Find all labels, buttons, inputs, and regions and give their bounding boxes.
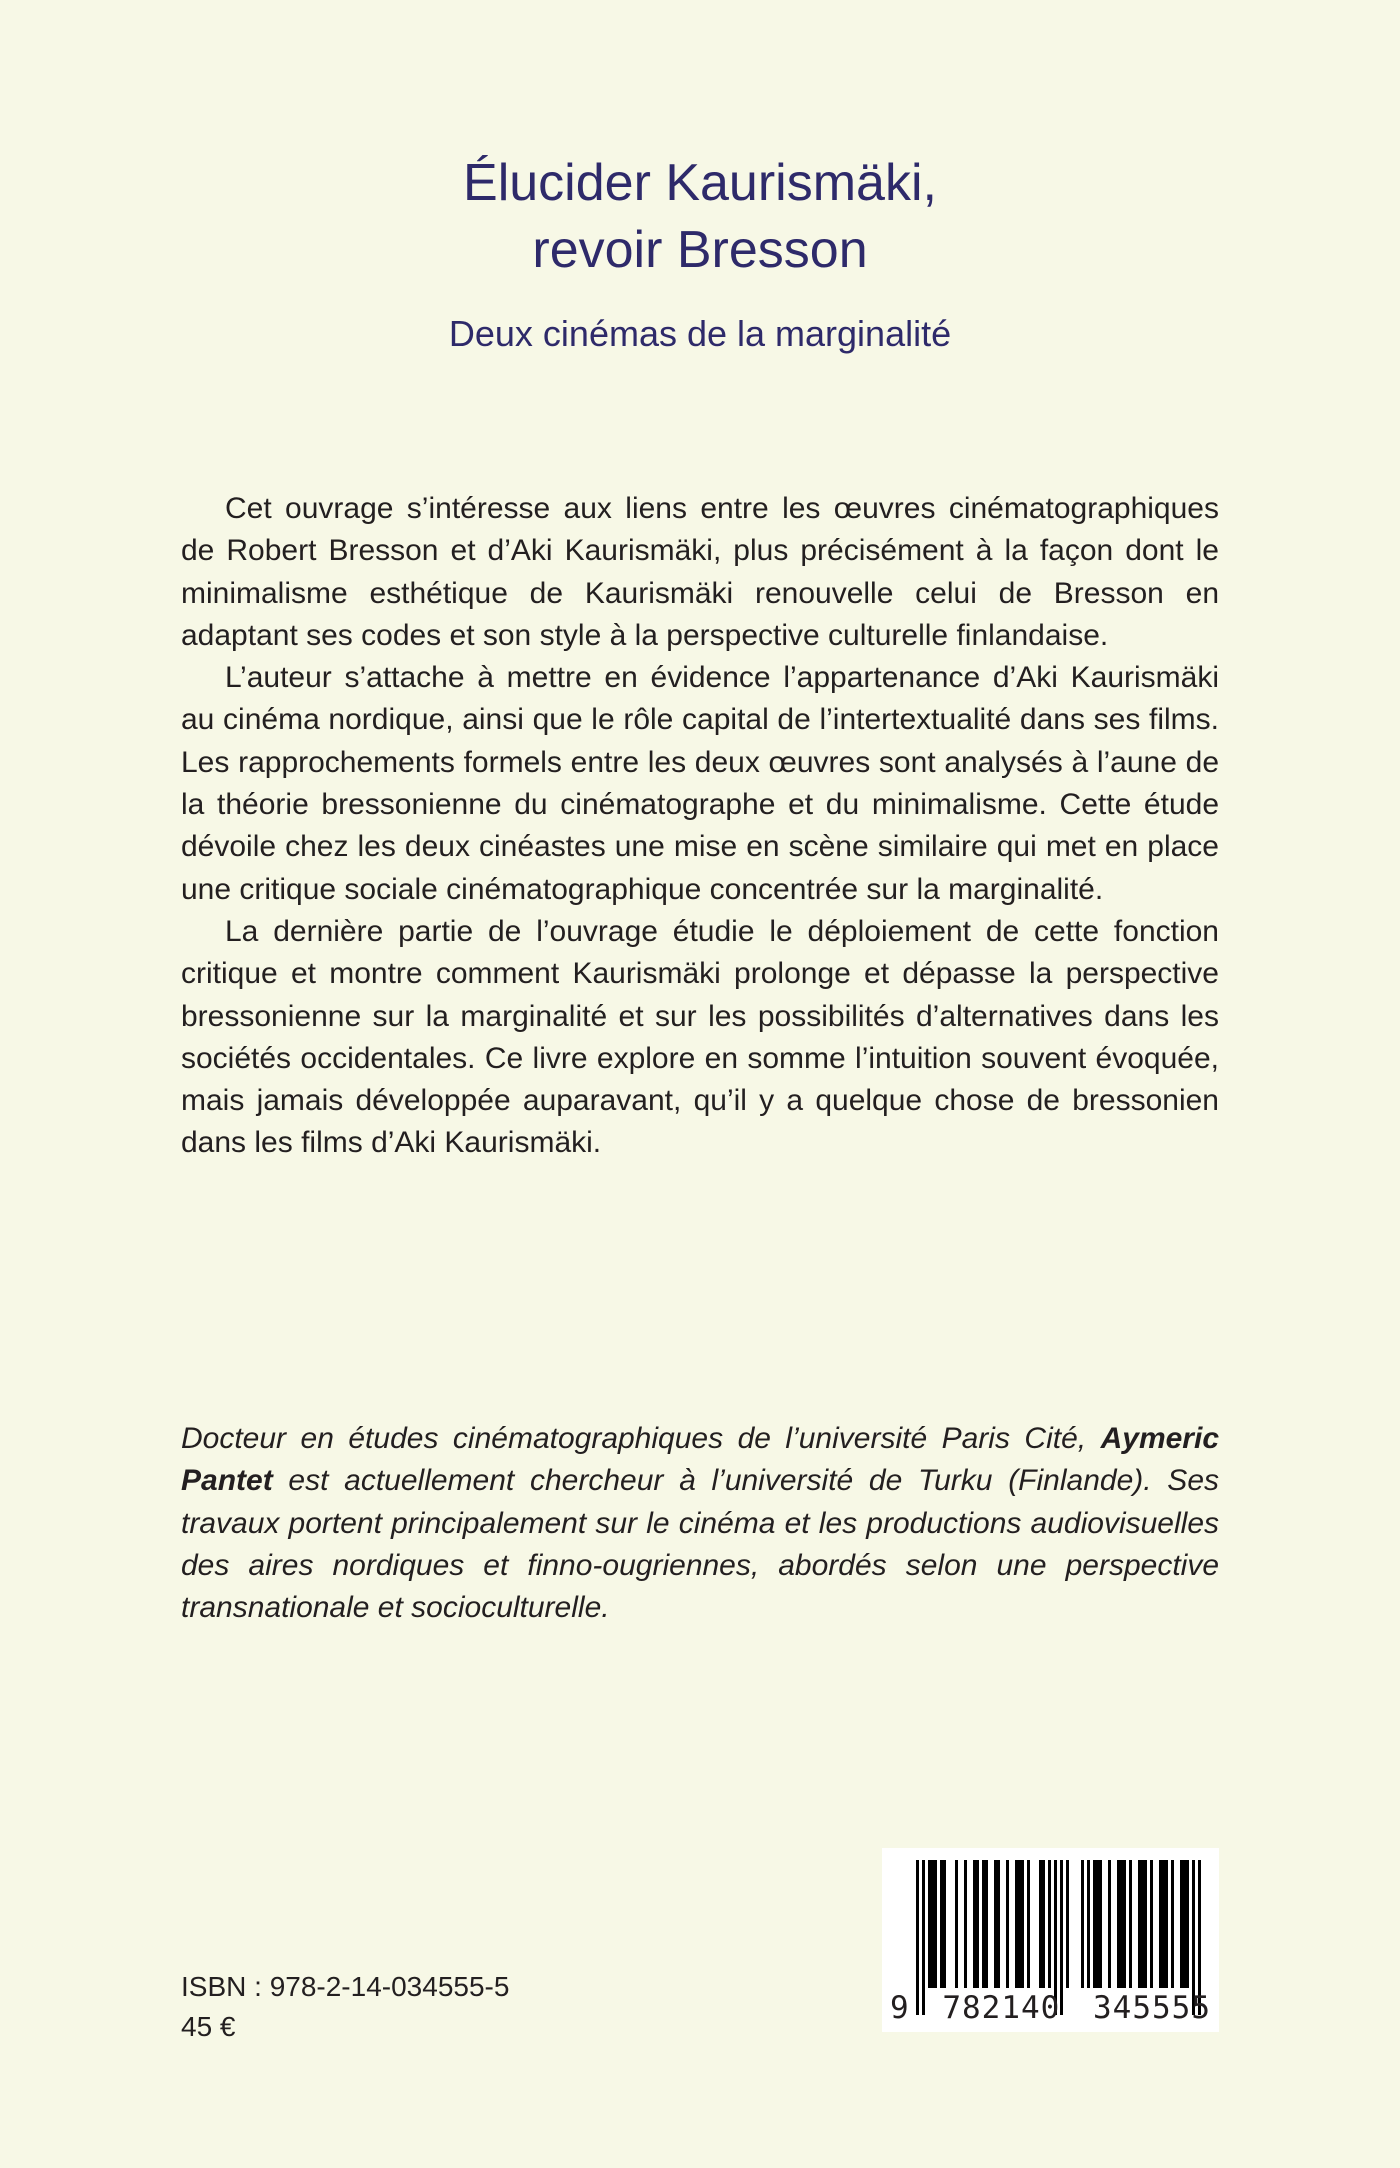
barcode-bar (1141, 1860, 1144, 1988)
barcode-bar (997, 1860, 1000, 1988)
title-line-2: revoir Bresson (532, 221, 868, 279)
barcode-digit-first: 9 (890, 1990, 910, 2026)
author-bio (181, 1418, 1219, 1629)
barcode-bar (985, 1860, 988, 1988)
barcode-bar (973, 1860, 976, 1988)
barcode-bar (1081, 1860, 1084, 1988)
barcode-bar (1018, 1860, 1021, 1988)
barcode-bar (1138, 1860, 1141, 1988)
barcode-bar (1108, 1860, 1111, 1988)
barcode-bar (1183, 1860, 1186, 1988)
barcode-bar (1048, 1860, 1051, 1988)
book-subtitle: Deux cinémas de la marginalité (448, 313, 952, 354)
barcode-bar (1171, 1860, 1174, 1988)
barcode-bar (1006, 1860, 1009, 1988)
barcode-bar (1066, 1860, 1069, 1988)
barcode-bar (1093, 1860, 1096, 1988)
barcode-bar (964, 1860, 967, 1988)
barcode-bar (1180, 1860, 1183, 1988)
bio-text: est actuellement chercheur à l’université de Turku (Finlande). Ses travaux portent principalement sur le cinéma et les productions audiovisuelles des aires nordiques et finno-ougriennes, abordés selon une perspective transnationale et socioculturelle. (181, 1464, 1219, 1625)
barcode-digits-right: 345555 (1093, 1990, 1211, 2026)
barcode-bar (1117, 1860, 1120, 1988)
barcode-bar (1165, 1860, 1168, 1988)
barcode-bar (934, 1860, 937, 1988)
barcode-bar (1039, 1860, 1042, 1988)
barcode-bar (976, 1860, 979, 1988)
barcode-bar (928, 1860, 931, 1988)
barcode-bar (940, 1860, 943, 1988)
isbn: ISBN : 978-2-14-034555-5 (181, 1971, 510, 2002)
price: 45 € (181, 2011, 236, 2042)
barcode-bar (1186, 1860, 1189, 1988)
barcode-bar (1129, 1860, 1132, 1988)
barcode-bar (1042, 1860, 1045, 1988)
barcode-bar (1162, 1860, 1165, 1988)
barcode-bar (1150, 1860, 1153, 1988)
bio-text: Docteur en études cinématographiques de l’université Paris Cité, (181, 1422, 1101, 1455)
summary-paragraph: La dernière partie de l’ouvrage étudie le déploiement de cette fonction critique et montre comment Kaurismäki prolonge et dépasse la perspective bressonienne sur la marginalité et sur les possibilités d’alternatives dans les sociétés occidentales. Ce livre explore en somme l’intuition souvent évoquée, mais jamais développée auparavant, qu’il y a quelque chose de bressonien dans les films d’Aki Kaurismäki. (181, 914, 1219, 1160)
publication-info (181, 1967, 509, 2047)
barcode-digits-left: 782140 (942, 1990, 1061, 2026)
barcode-bar (1123, 1860, 1126, 1988)
barcode-bar (1159, 1860, 1162, 1988)
barcode-bar (1120, 1860, 1123, 1988)
barcode-digits (890, 1990, 1211, 2026)
summary-paragraph: L’auteur s’attache à mettre en évidence l’appartenance d’Aki Kaurismäki au cinéma nordique, ainsi que le rôle capital de l’intertextualité dans ses films. Les rapprochements formels entre les deux œuvres sont analysés à l’aune de la théorie bressonienne du cinématographe et du minimalisme. Cette étude dévoile chez les deux cinéastes une mise en scène similaire qui met en place une critique sociale cinématographique concentrée sur la marginalité. (181, 661, 1219, 906)
barcode-bar (1096, 1860, 1099, 1988)
barcode-bar (1099, 1860, 1102, 1988)
barcode-bar (955, 1860, 958, 1988)
barcode-bar (982, 1860, 985, 1988)
book-title (0, 150, 1400, 284)
barcode-bar (1144, 1860, 1147, 1988)
barcode-bar (1021, 1860, 1024, 1988)
barcode-bar (1027, 1860, 1030, 1988)
barcode-bar (1087, 1860, 1090, 1988)
summary-paragraph: Cet ouvrage s’intéresse aux liens entre les œuvres cinématographiques de Robert Bresson et d’Aki Kaurismäki, plus précisément à la façon dont le minimalisme esthétique de Kaurismäki renouvelle celui de Bresson en adaptant ses codes et son style à la perspective culturelle finlandaise. (181, 492, 1219, 652)
barcode (882, 1848, 1219, 2032)
title-line-1: Élucider Kaurismäki, (463, 154, 937, 212)
barcode-bar (943, 1860, 946, 1988)
barcode-bar (1015, 1860, 1018, 1988)
barcode-bar (994, 1860, 997, 1988)
barcode-bar (931, 1860, 934, 1988)
summary (181, 488, 1219, 1165)
author-name: Aymeric Pantet (181, 1422, 1219, 1498)
